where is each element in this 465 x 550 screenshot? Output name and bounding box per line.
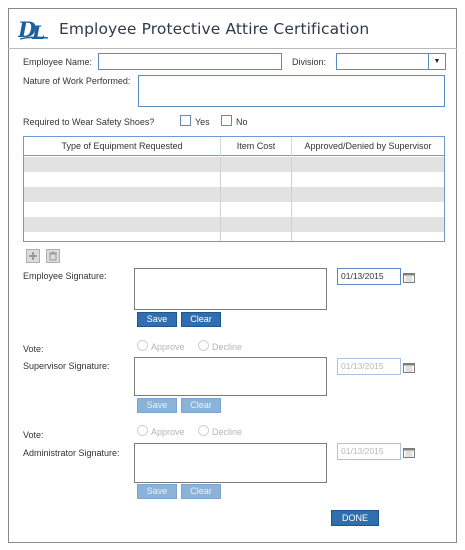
supervisor-approve-label: Approve (151, 342, 185, 352)
safety-shoes-yes-checkbox[interactable] (180, 115, 191, 126)
employee-signature-label: Employee Signature: (23, 271, 107, 281)
svg-text:D: D (18, 17, 37, 41)
table-row[interactable] (24, 172, 444, 187)
table-cell[interactable] (24, 187, 221, 202)
yes-label: Yes (195, 117, 210, 127)
administrator-approve-label: Approve (151, 427, 185, 437)
supervisor-save-button[interactable]: Save (137, 398, 177, 413)
calendar-icon[interactable] (403, 447, 415, 458)
employee-name-input[interactable] (98, 53, 282, 70)
employee-name-label: Employee Name: (23, 57, 93, 67)
supervisor-vote-label: Vote: (23, 344, 44, 354)
chevron-down-icon[interactable]: ▼ (428, 54, 445, 69)
calendar-icon[interactable] (403, 272, 415, 283)
nature-of-work-input[interactable] (138, 75, 445, 107)
table-row[interactable] (24, 202, 444, 217)
table-cell[interactable] (221, 232, 292, 242)
dl-logo (18, 17, 50, 41)
add-row-icon[interactable] (26, 249, 40, 263)
page-title: Employee Protective Attire Certification (59, 20, 370, 38)
table-cell[interactable] (221, 172, 292, 187)
supervisor-approve-radio[interactable] (137, 340, 148, 351)
table-row[interactable] (24, 217, 444, 232)
supervisor-decline-label: Decline (212, 342, 243, 352)
grid-header (24, 137, 444, 156)
employee-signature-pad[interactable] (134, 268, 327, 310)
administrator-vote-label: Vote: (23, 430, 44, 440)
nature-of-work-label: Nature of Work Performed: (23, 76, 131, 86)
administrator-decline-radio[interactable] (198, 425, 209, 436)
supervisor-clear-button[interactable]: Clear (181, 398, 221, 413)
table-cell[interactable] (24, 172, 221, 187)
employee-date-input[interactable]: 01/13/2015 (337, 268, 401, 285)
table-row[interactable] (24, 232, 444, 242)
supervisor-decline-radio[interactable] (198, 340, 209, 351)
administrator-date-input[interactable]: 01/13/2015 (337, 443, 401, 460)
division-label: Division: (292, 57, 327, 67)
safety-shoes-no-checkbox[interactable] (221, 115, 232, 126)
administrator-approve-radio[interactable] (137, 425, 148, 436)
administrator-save-button[interactable]: Save (137, 484, 177, 499)
administrator-clear-button[interactable]: Clear (181, 484, 221, 499)
column-header-item-cost[interactable]: Item Cost (221, 137, 292, 156)
table-cell[interactable] (221, 217, 292, 232)
employee-save-button[interactable]: Save (137, 312, 177, 327)
table-row[interactable] (24, 187, 444, 202)
supervisor-date-input[interactable]: 01/13/2015 (337, 358, 401, 375)
safety-shoes-label: Required to Wear Safety Shoes? (23, 117, 155, 127)
form-header (8, 8, 457, 49)
supervisor-signature-pad[interactable] (134, 357, 327, 396)
calendar-icon[interactable] (403, 362, 415, 373)
no-label: No (236, 117, 248, 127)
administrator-signature-label: Administrator Signature: (23, 448, 120, 458)
equipment-grid (23, 136, 445, 242)
division-select[interactable] (336, 53, 446, 70)
administrator-decline-label: Decline (212, 427, 243, 437)
column-header-approved[interactable]: Approved/Denied by Supervisor (304, 141, 432, 151)
table-cell[interactable] (221, 187, 292, 202)
table-cell[interactable] (24, 202, 221, 217)
delete-row-icon[interactable] (46, 249, 60, 263)
svg-text:L: L (32, 22, 46, 41)
table-cell[interactable] (24, 232, 221, 242)
table-cell[interactable] (24, 157, 221, 172)
administrator-signature-pad[interactable] (134, 443, 327, 483)
column-header-equipment[interactable]: Type of Equipment Requested (24, 137, 221, 156)
table-cell[interactable] (24, 217, 221, 232)
table-cell[interactable] (221, 157, 292, 172)
table-row[interactable] (24, 157, 444, 172)
supervisor-signature-label: Supervisor Signature: (23, 361, 110, 371)
employee-clear-button[interactable]: Clear (181, 312, 221, 327)
table-cell[interactable] (221, 202, 292, 217)
done-button[interactable]: DONE (331, 510, 379, 526)
